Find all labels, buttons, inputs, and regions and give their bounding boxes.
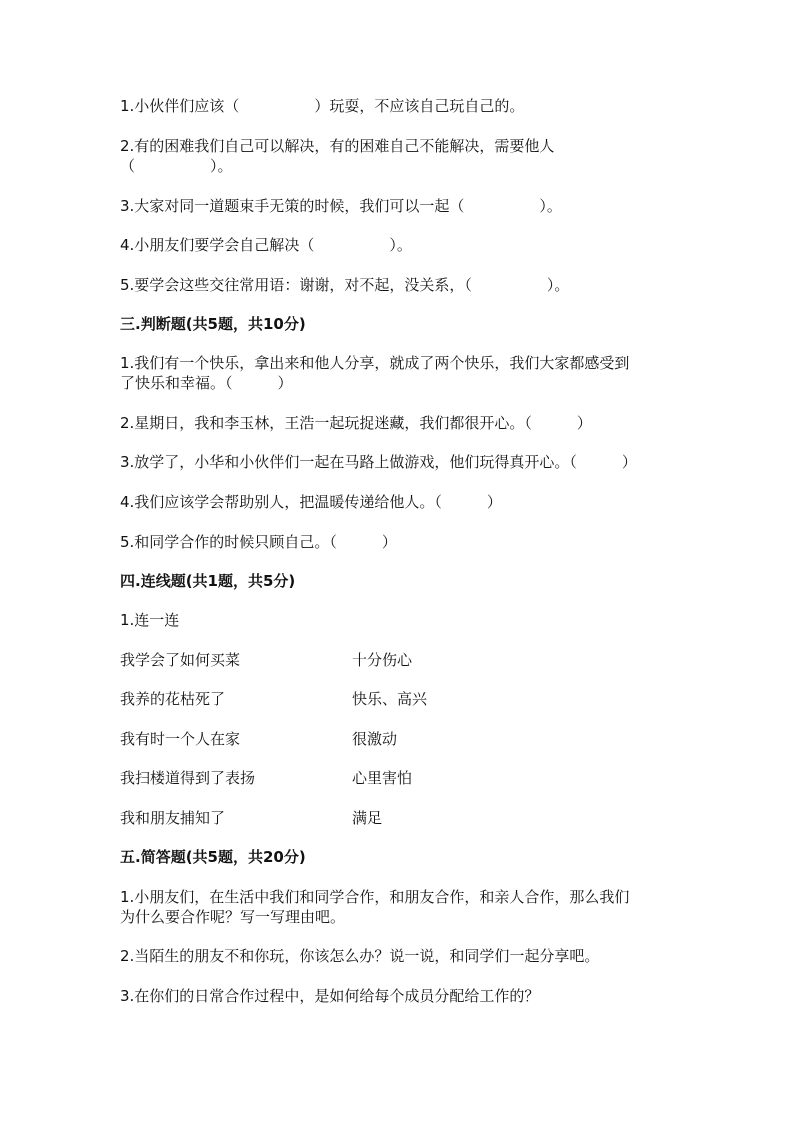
fill-blank-item-2-line-1: 2.有的困难我们自己可以解决，有的困难自己不能解决，需要他人 [120, 137, 555, 155]
match-right-5: 满足 [352, 809, 383, 827]
judge-item-2: 2.星期日，我和李玉林，王浩一起玩捉迷藏，我们都很开心。（ ） [120, 414, 592, 432]
match-right-3: 很激动 [352, 730, 398, 748]
fill-blank-item-1: 1.小伙伴们应该（ ）玩耍，不应该自己玩自己的。 [120, 97, 525, 115]
short-item-3: 3.在你们的日常合作过程中，是如何给每个成员分配给工作的？ [120, 987, 540, 1005]
match-right-4: 心里害怕 [352, 769, 413, 787]
judge-item-5: 5.和同学合作的时候只顾自己。（ ） [120, 533, 397, 551]
judge-item-4: 4.我们应该学会帮助别人，把温暖传递给他人。（ ） [120, 493, 502, 511]
match-left-5: 我和朋友捕知了 [120, 809, 226, 827]
short-item-2: 2.当陌生的朋友不和你玩，你该怎么办？说一说，和同学们一起分享吧。 [120, 947, 600, 965]
fill-blank-item-4: 4.小朋友们要学会自己解决（ ）。 [120, 236, 412, 254]
fill-blank-item-3: 3.大家对同一道题束手无策的时候，我们可以一起（ ）。 [120, 197, 562, 215]
fill-blank-item-2-line-2: （ ）。 [120, 157, 233, 175]
judge-item-1-line-1: 1.我们有一个快乐，拿出来和他人分享，就成了两个快乐，我们大家都感受到 [120, 354, 630, 372]
short-item-1-line-2: 为什么要合作呢？写一写理由吧。 [120, 908, 346, 926]
match-right-1: 十分伤心 [352, 651, 413, 669]
judge-item-1-line-2: 了快乐和幸福。（ ） [120, 374, 293, 392]
section-match-title: 四.连线题(共1题，共5分) [120, 572, 296, 590]
section-judge-title: 三.判断题(共5题，共10分) [120, 315, 306, 333]
judge-item-3: 3.放学了，小华和小伙伴们一起在马路上做游戏，他们玩得真开心。（ ） [120, 453, 637, 471]
match-left-2: 我养的花枯死了 [120, 690, 226, 708]
fill-blank-item-5: 5.要学会这些交往常用语：谢谢，对不起，没关系，（ ）。 [120, 276, 570, 294]
match-left-1: 我学会了如何买菜 [120, 651, 241, 669]
match-left-4: 我扫楼道得到了表扬 [120, 769, 256, 787]
match-prompt: 1.连一连 [120, 611, 180, 629]
match-right-2: 快乐、高兴 [352, 690, 428, 708]
short-item-1-line-1: 1.小朋友们，在生活中我们和同学合作，和朋友合作，和亲人合作，那么我们 [120, 888, 630, 906]
match-left-3: 我有时一个人在家 [120, 730, 241, 748]
section-short-title: 五.简答题(共5题，共20分) [120, 848, 306, 866]
